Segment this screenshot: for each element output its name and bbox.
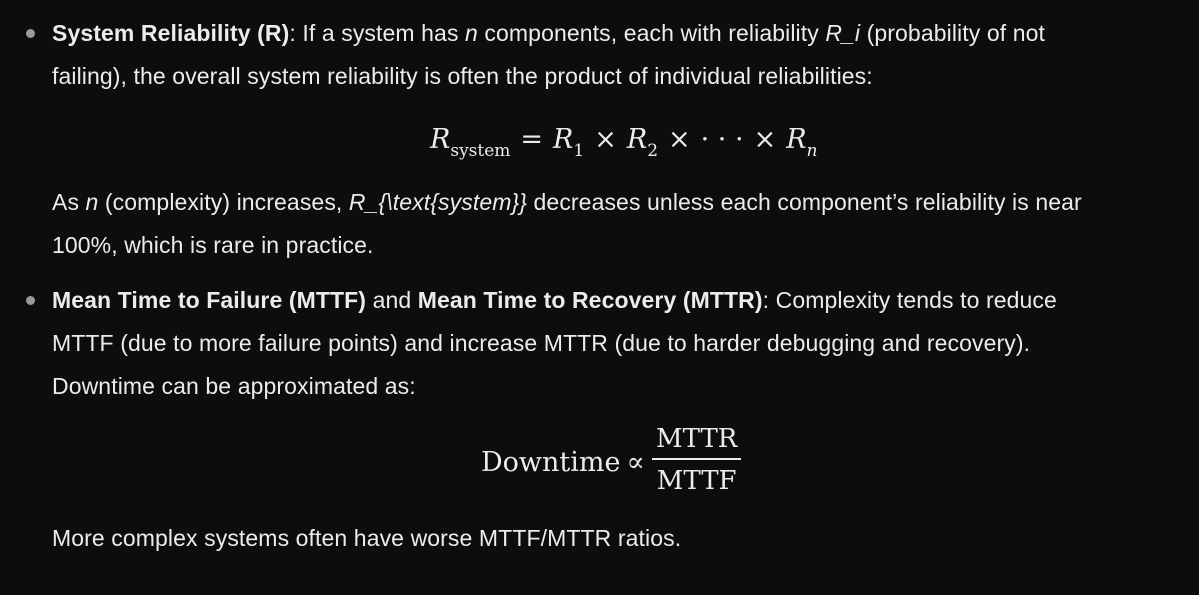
term-mttr: Mean Time to Recovery (MTTR) — [417, 287, 763, 313]
bullet2-line3: Downtime can be approximated as: — [52, 373, 416, 399]
bullet1-after-line1: As n (complexity) increases, R_{\text{system}} decreases unless each component’s reliability is near — [52, 189, 1082, 215]
downtime-fraction — [652, 424, 741, 496]
fraction-numerator: MTTR — [656, 424, 738, 454]
bullet-marker — [26, 29, 35, 38]
bullet1-line1: System Reliability (R): If a system has n components, each with reliability R_i (probability of not — [52, 20, 1045, 46]
bullet1-after-line2: 100%, which is rare in practice. — [52, 232, 374, 258]
variable-n: n — [465, 20, 478, 46]
bullet2-line1: Mean Time to Failure (MTTF) and Mean Time to Recovery (MTTR): Complexity tends to reduce — [52, 287, 1057, 313]
fraction-denominator: MTTF — [656, 466, 737, 496]
reliability-formula: $R_{system} = R_1 \times R_2$ × · · · × $R_n$ — [430, 124, 818, 161]
bullet-marker — [26, 296, 35, 305]
downtime-formula-lhs: Downtime ∝ — [481, 447, 645, 478]
bullet1-line2: failing), the overall system reliability is often the product of individual reliabilities: — [52, 63, 873, 89]
variable-ri: R_i — [825, 20, 861, 46]
bullet2-line2: MTTF (due to more failure points) and increase MTTR (due to harder debugging and recovery). — [52, 330, 1031, 356]
term-mttf: Mean Time to Failure (MTTF) — [52, 287, 367, 313]
raw-latex-rsystem: R_{\text{system}} — [348, 189, 528, 215]
term-system-reliability: System Reliability (R) — [52, 20, 290, 46]
fraction-bar — [652, 458, 741, 460]
bullet2-after: More complex systems often have worse MTTF/MTTR ratios. — [52, 525, 682, 551]
